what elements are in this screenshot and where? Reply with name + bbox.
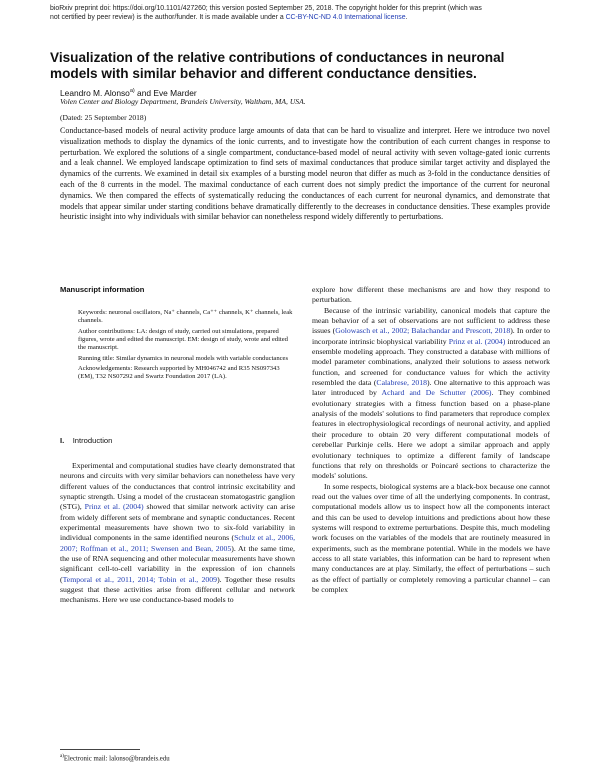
author-footnote-mark: a) <box>129 88 135 94</box>
keywords: Keywords: neuronal oscillators, Na⁺ channels, Ca⁺⁺ channels, K⁺ channels, leak channels. <box>78 309 293 325</box>
paper-title: Visualization of the relative contributions of conductances in neuronal models with similar behavior and different conductance densities. <box>50 50 505 81</box>
intro-paragraph-continued: explore how different these mechanisms are and how they respond to perturbation. <box>312 285 550 305</box>
preprint-line-2: not certified by peer review) is the author/funder. It is made available under a CC-BY-NC-ND 4.0 International license. <box>50 14 408 21</box>
author-list: Leandro M. Alonso$^{a)}$ and Eve Marder <box>60 87 197 98</box>
preprint-line-1: bioRxiv preprint doi: https://doi.org/10.1101/427260; this version posted September 25, 2018. The copyright holder for this preprint (which was <box>50 5 482 12</box>
intro-right-column <box>312 285 550 595</box>
manuscript-info-heading: Manuscript information <box>60 285 145 294</box>
intro-paragraph-1: Experimental and computational studies have clearly demonstrated that neurons and circuits with very similar behaviors can nonetheless have very different values of the conductances that control intrinsic excitability and synaptic strength. Using a model of the crustacean stomatogastric ganglion (STG), Prinz et al. (2004) showed that similar network activity can arise from widely different sets of membrane and synaptic conductances. Recent experimental measurements have shown two to six-fold variability in individual components in the same identified neurons (Schulz et al., 2006, 2007; Roffman et al., 2011; Swensen and Bean, 2005). At the same time, the use of RNA sequencing and other molecular measurements have shown significant cell-to-cell variability in the expression of ion channels (Temporal et al., 2011, 2014; Tobin et al., 2009). Together these results suggest that these activities arise from different cellular and network mechanisms. Here we use conductance-based models to <box>60 461 296 605</box>
manuscript-info <box>60 309 295 384</box>
preprint-notice <box>50 4 570 22</box>
footnote: $^{a)}$Electronic mail: lalonso@brandeis.edu <box>60 754 170 763</box>
citation-link[interactable]: Schulz et al., 2006, 2007; Roffman et al., 2011; Swensen and Bean, 2005 <box>60 533 296 553</box>
section-heading: I. Introduction <box>60 436 113 445</box>
intro-left-column <box>60 461 295 606</box>
date-line: (Dated: 25 September 2018) <box>60 113 147 122</box>
acknowledgements: Acknowledgements: Research supported by MH046742 and R35 NS097343 (EM), T32 NS07292 and Swartz Foundation 2017 (LA). <box>78 365 280 381</box>
citation-link[interactable]: Temporal et al., 2011, 2014; Tobin et al., 2009 <box>62 574 218 584</box>
citation-link[interactable]: Calabrese, 2018 <box>376 378 427 388</box>
abstract: Conductance-based models of neural activity produce large amounts of data that can be hard to visualize and interpret. Here we introduce two novel visualization methods to display the dynamics of the ionic currents, and to investigate how the contribution of each current changes in response to perturbation. We explored the solutions of a single compartment, conductance-based model of neural activity with seven voltage-gated ionic currents and a leak channel. We employed landscape optimization to find sets of maximal conductances that produce similar target activity and displayed the dynamics of the currents. We examined in detail six examples of a bursting model neuron that differ as much as 3-fold in the conductance densities of each of the 8 currents in the model. The maximal conductance of each current does not simply predict the importance of the current for neuronal dynamics. We then compared the effects of systematically reducing the conductances of each current for neuronal dynamics, and demonstrate that models that appear similar under starting conditions behave dramatically differently to the decreases in conductance densities. These examples provide heuristic insight into why individuals with similar behavior can nonetheless respond widely differently to perturbations. <box>60 126 550 222</box>
intro-paragraph-3: In some respects, biological systems are a black-box because one cannot read out the values over time of all the underlying components. In contrast, computational models allow us to inspect how all the components interact and this can be used to develop intuitions and predictions about how these systems will respond to extreme perturbations. Despite this, much modeling work focuses on the variables of the models that are routinely measured in experiments, such as the membrane potential. While in the models we have access to all state variables, this information can be hard to represent when many conductances are at play. Similarly, the effect of perturbations – such as the effect of partially or completely removing a particular channel – can be complex <box>312 481 550 594</box>
citation-link[interactable]: Prinz et al. (2004) <box>448 336 506 346</box>
intro-paragraph-2: Because of the intrinsic variability, canonical models that capture the mean behavior of a set of observations are not sufficient to address these issues (Golowasch et al., 2002; Balachandar and Prescott, 2018). In order to incorporate intrinsic biophysical variability Prinz et al. (2004) introduced an ensemble modeling approach. They constructed a database with millions of model parameter combinations, analyzed their solutions to assess network function, and screened for conductance values for which the activity resembled the data (Calabrese, 2018). One alternative to this approach was later introduced by Achard and De Schutter (2006). They combined evolutionary strategies with a fitness function based on a phase-plane analysis of the models' solutions to find parameters that reproduce complex features in electrophysiological recordings of neuronal activity, and applied their procedure to obtain 20 very different computational models of cerebellar Purkinje cells. Here we adopt a similar approach and apply evolutionary techniques to optimize a different family of landscape functions that rely on thresholds or Poincaré sections to characterize the models' solutions. <box>312 305 551 481</box>
license-link[interactable]: CC-BY-NC-ND 4.0 International license <box>285 14 406 21</box>
affiliation: Volen Center and Biology Department, Brandeis University, Waltham, MA, USA. <box>60 97 306 106</box>
citation-link[interactable]: Achard and De Schutter (2006) <box>381 388 492 398</box>
citation-link[interactable]: Prinz et al. (2004) <box>84 502 144 512</box>
footnote-rule <box>60 749 140 750</box>
running-title: Running title: Similar dynamics in neuronal models with variable conductances <box>78 354 289 362</box>
author-contributions: Author contributions: LA: design of study, carried out simulations, prepared figures, wrote and edited the manuscript. EM: design of study, wrote and edited the manuscript. <box>78 327 288 351</box>
citation-link[interactable]: Golowasch et al., 2002; Balachandar and Prescott, 2018 <box>335 326 511 336</box>
